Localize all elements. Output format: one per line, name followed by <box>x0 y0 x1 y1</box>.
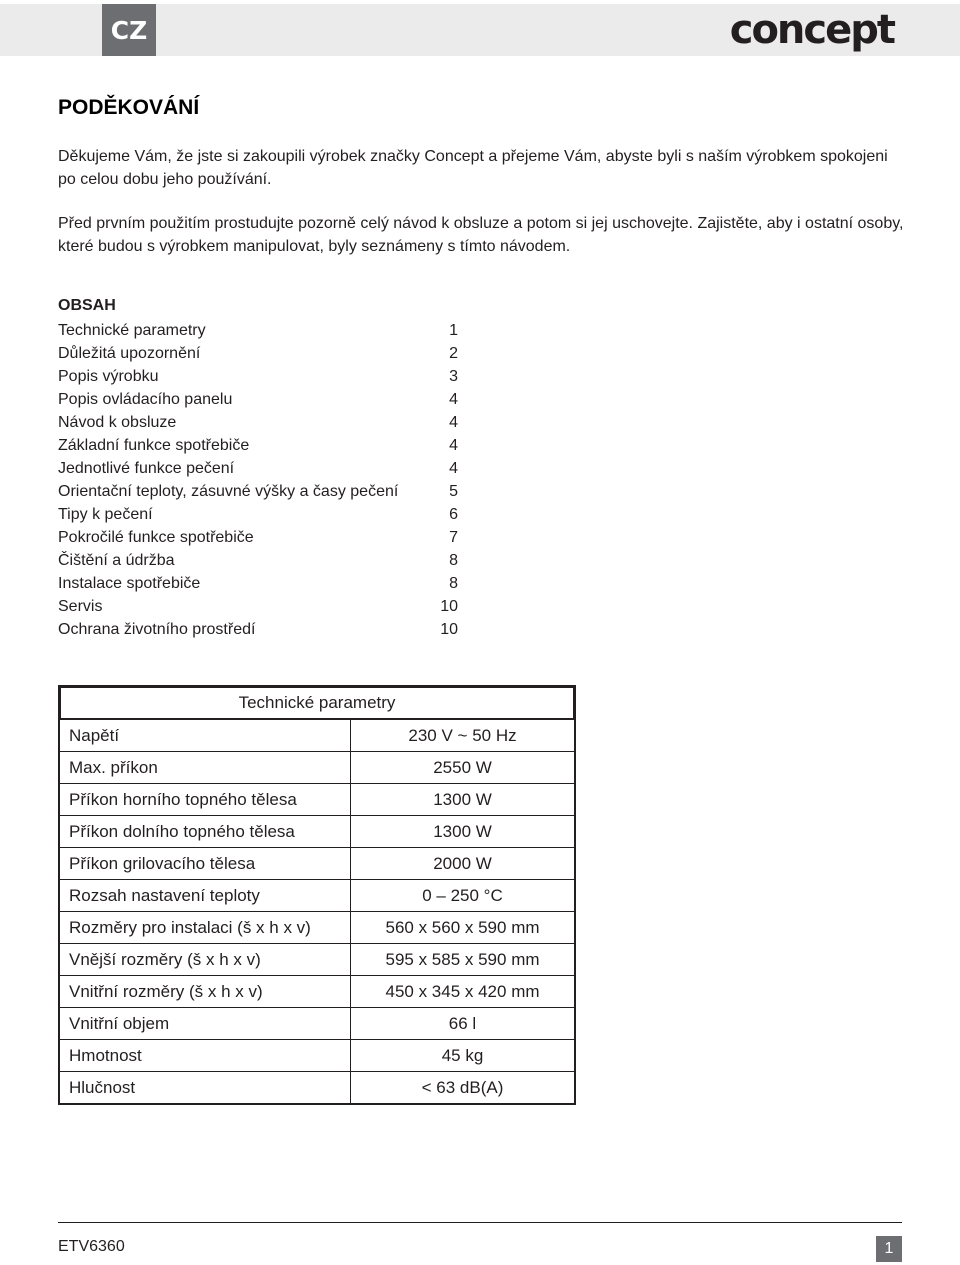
spec-value: 1300 W <box>351 816 576 848</box>
spec-value: 2000 W <box>351 848 576 880</box>
toc-item-label: Důležitá upozornění <box>58 345 201 362</box>
toc-item <box>58 411 458 434</box>
spec-value: 66 l <box>351 1008 576 1040</box>
table-row <box>59 720 575 752</box>
toc-item <box>58 572 458 595</box>
toc-item <box>58 388 458 411</box>
toc-item <box>58 434 458 457</box>
table-row <box>59 816 575 848</box>
toc-item-label: Ochrana životního prostředí <box>58 621 256 638</box>
table-row <box>59 752 575 784</box>
toc-item-label: Technické parametry <box>58 322 206 339</box>
toc-item-label: Základní funkce spotřebiče <box>58 437 250 454</box>
toc-item-page: 10 <box>440 621 458 638</box>
spec-label: Vnitřní objem <box>59 1008 351 1040</box>
toc-item <box>58 365 458 388</box>
spec-label: Hmotnost <box>59 1040 351 1072</box>
specs-table-header-row <box>59 686 575 720</box>
spec-label: Příkon dolního topného tělesa <box>59 816 351 848</box>
table-row <box>59 1040 575 1072</box>
table-row <box>59 784 575 816</box>
toc-item-label: Instalace spotřebiče <box>58 575 201 592</box>
toc-item-page: 4 <box>449 391 458 408</box>
spec-label: Max. příkon <box>59 752 351 784</box>
toc-item-page: 2 <box>449 345 458 362</box>
toc-item-page: 3 <box>449 368 458 385</box>
spec-value: 1300 W <box>351 784 576 816</box>
spec-label: Rozměry pro instalaci (š x h x v) <box>59 912 351 944</box>
table-row <box>59 848 575 880</box>
toc-item <box>58 503 458 526</box>
table-row <box>59 1008 575 1040</box>
toc-item <box>58 457 458 480</box>
spec-value: 450 x 345 x 420 mm <box>351 976 576 1008</box>
page-number-badge: 1 <box>876 1236 902 1262</box>
table-row <box>59 880 575 912</box>
spec-value: < 63 dB(A) <box>351 1072 576 1105</box>
brand-logo: concept <box>729 7 894 53</box>
spec-label: Příkon grilovacího tělesa <box>59 848 351 880</box>
toc-item-label: Popis ovládacího panelu <box>58 391 233 408</box>
spec-value: 560 x 560 x 590 mm <box>351 912 576 944</box>
toc-item-label: Servis <box>58 598 103 615</box>
spec-label: Vnější rozměry (š x h x v) <box>59 944 351 976</box>
spec-label: Příkon horního topného tělesa <box>59 784 351 816</box>
toc-item <box>58 526 458 549</box>
toc-item <box>58 480 458 503</box>
toc-item <box>58 319 458 342</box>
thanks-paragraph-1: Děkujeme Vám, že jste si zakoupili výrobek značky Concept a přejeme Vám, abyste byli s naším výrobkem spokojeni po celou dobu jeho používání. <box>58 148 888 188</box>
table-row <box>59 1072 575 1105</box>
table-row <box>59 912 575 944</box>
toc-item <box>58 618 458 641</box>
spec-value: 230 V ~ 50 Hz <box>351 720 576 752</box>
spec-label: Napětí <box>59 720 351 752</box>
spec-label: Rozsah nastavení teploty <box>59 880 351 912</box>
toc-item-page: 8 <box>449 552 458 569</box>
toc-item-label: Popis výrobku <box>58 368 159 385</box>
toc-item-page: 1 <box>449 322 458 339</box>
spec-label: Vnitřní rozměry (š x h x v) <box>59 976 351 1008</box>
spec-value: 595 x 585 x 590 mm <box>351 944 576 976</box>
spec-label: Hlučnost <box>59 1072 351 1105</box>
specs-table-title: Technické parametry <box>59 686 575 720</box>
thanks-paragraph-2: Před prvním použitím prostudujte pozorně celý návod k obsluze a potom si jej uschovejte. Zajistěte, aby i ostatní osoby, které budou s výrobkem manipulovat, byly seznámeny s tímto návodem. <box>58 215 904 255</box>
spec-value: 2550 W <box>351 752 576 784</box>
table-row <box>59 944 575 976</box>
toc-title: OBSAH <box>58 297 116 314</box>
table-row <box>59 976 575 1008</box>
section-title-thanks: PODĚKOVÁNÍ <box>58 96 200 119</box>
toc-item-label: Jednotlivé funkce pečení <box>58 460 235 477</box>
language-badge: CZ <box>102 4 156 56</box>
toc-item <box>58 342 458 365</box>
table-of-contents <box>58 319 458 641</box>
toc-item-label: Návod k obsluze <box>58 414 177 431</box>
toc-item-page: 10 <box>440 598 458 615</box>
toc-item-page: 4 <box>449 414 458 431</box>
toc-item-label: Tipy k pečení <box>58 506 153 523</box>
toc-item-page: 5 <box>449 483 458 500</box>
spec-value: 0 – 250 °C <box>351 880 576 912</box>
toc-item-label: Orientační teploty, zásuvné výšky a časy pečení <box>58 483 399 500</box>
toc-item-label: Čištění a údržba <box>58 552 175 569</box>
toc-item <box>58 549 458 572</box>
specs-table <box>58 685 576 1105</box>
model-number: ETV6360 <box>58 1238 125 1255</box>
toc-item-label: Pokročilé funkce spotřebiče <box>58 529 254 546</box>
spec-value: 45 kg <box>351 1040 576 1072</box>
toc-item-page: 4 <box>449 437 458 454</box>
toc-item <box>58 595 458 618</box>
toc-item-page: 7 <box>449 529 458 546</box>
toc-item-page: 8 <box>449 575 458 592</box>
footer-divider <box>58 1222 902 1223</box>
toc-item-page: 4 <box>449 460 458 477</box>
toc-item-page: 6 <box>449 506 458 523</box>
